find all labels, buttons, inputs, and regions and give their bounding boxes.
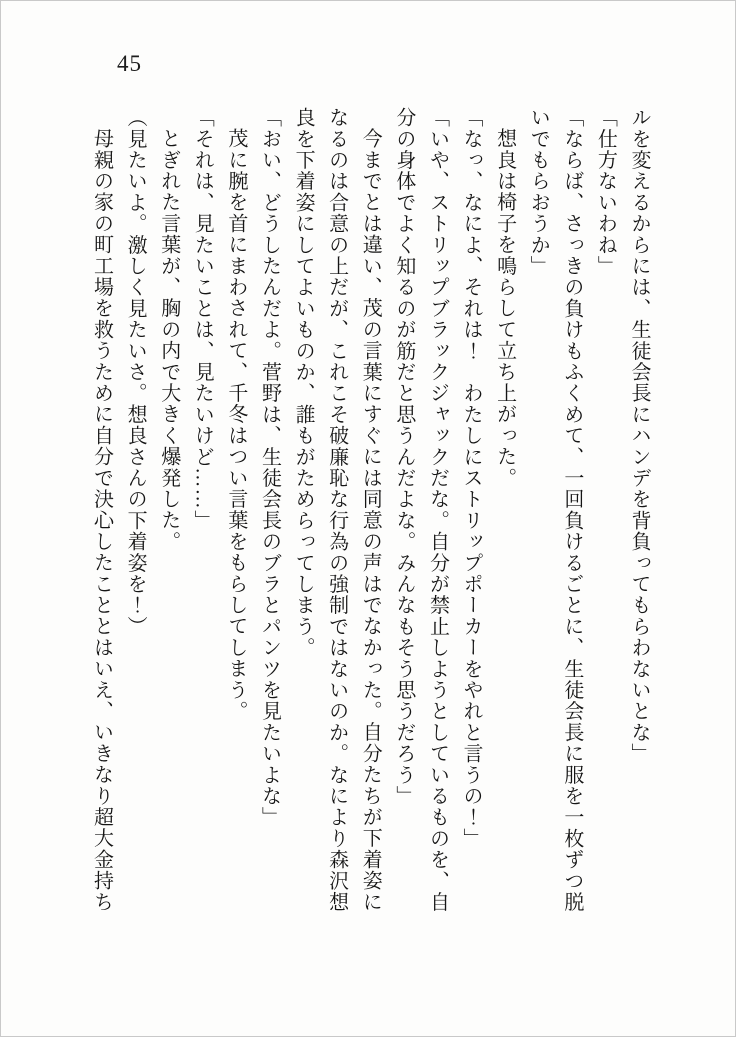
text-line: とぎれた言葉が、胸の内で大きく爆発した。 xyxy=(157,128,180,552)
text-line: 「仕方ないわね」 xyxy=(594,107,617,277)
text-line: 母親の家の町工場を救うために自分で決心したこととはいえ、いきなり超大金持ち xyxy=(90,128,113,913)
text-line: （見たいよ。激しく見たいさ。想良さんの下着姿を！） xyxy=(124,107,147,637)
text-line: 「いや、ストリップブラックジャックだな。自分が禁止しようとしているものを、自 xyxy=(426,107,449,913)
text-line: 「それは、見たいことは、見たいけど……」 xyxy=(191,107,214,531)
text-line: 良を下着姿にしてよいものか、誰もがためらってしまう。 xyxy=(292,107,315,659)
text-line: ルを変えるからには、生徒会長にハンデを背負ってもらわないとな」 xyxy=(628,107,650,765)
text-line: 茂に腕を首にまわされて、千冬はつい言葉をもらしてしまう。 xyxy=(224,128,247,722)
text-line: いでもらおうか」 xyxy=(527,107,550,277)
page-number: 45 xyxy=(117,51,142,76)
text-line: 分の身体でよく知るのが筋だと思うんだよな。みんなもそう思うだろう」 xyxy=(392,107,415,807)
text-line: 今までとは違い、茂の言葉にすぐには同意の声はでなかった。自分たちが下着姿に xyxy=(359,128,382,913)
text-line: 「なっ、なによ、それは！ わたしにストリップポーカーをやれと言うの！」 xyxy=(460,107,483,849)
text-line: 「おい、どうしたんだよ。菅野は、生徒会長のブラとパンツを見たいよな」 xyxy=(258,107,281,828)
text-line: なるのは合意の上だが、これこそ破廉恥な行為の強制ではないのか。なにより森沢想 xyxy=(325,107,348,913)
text-line: 「ならば、さっきの負けもふくめて、一回負けるごとに、生徒会長に服を一枚ずつ脱 xyxy=(560,107,583,913)
text-line: 想良は椅子を鳴らして立ち上がった。 xyxy=(493,128,516,489)
page-text xyxy=(84,107,655,945)
